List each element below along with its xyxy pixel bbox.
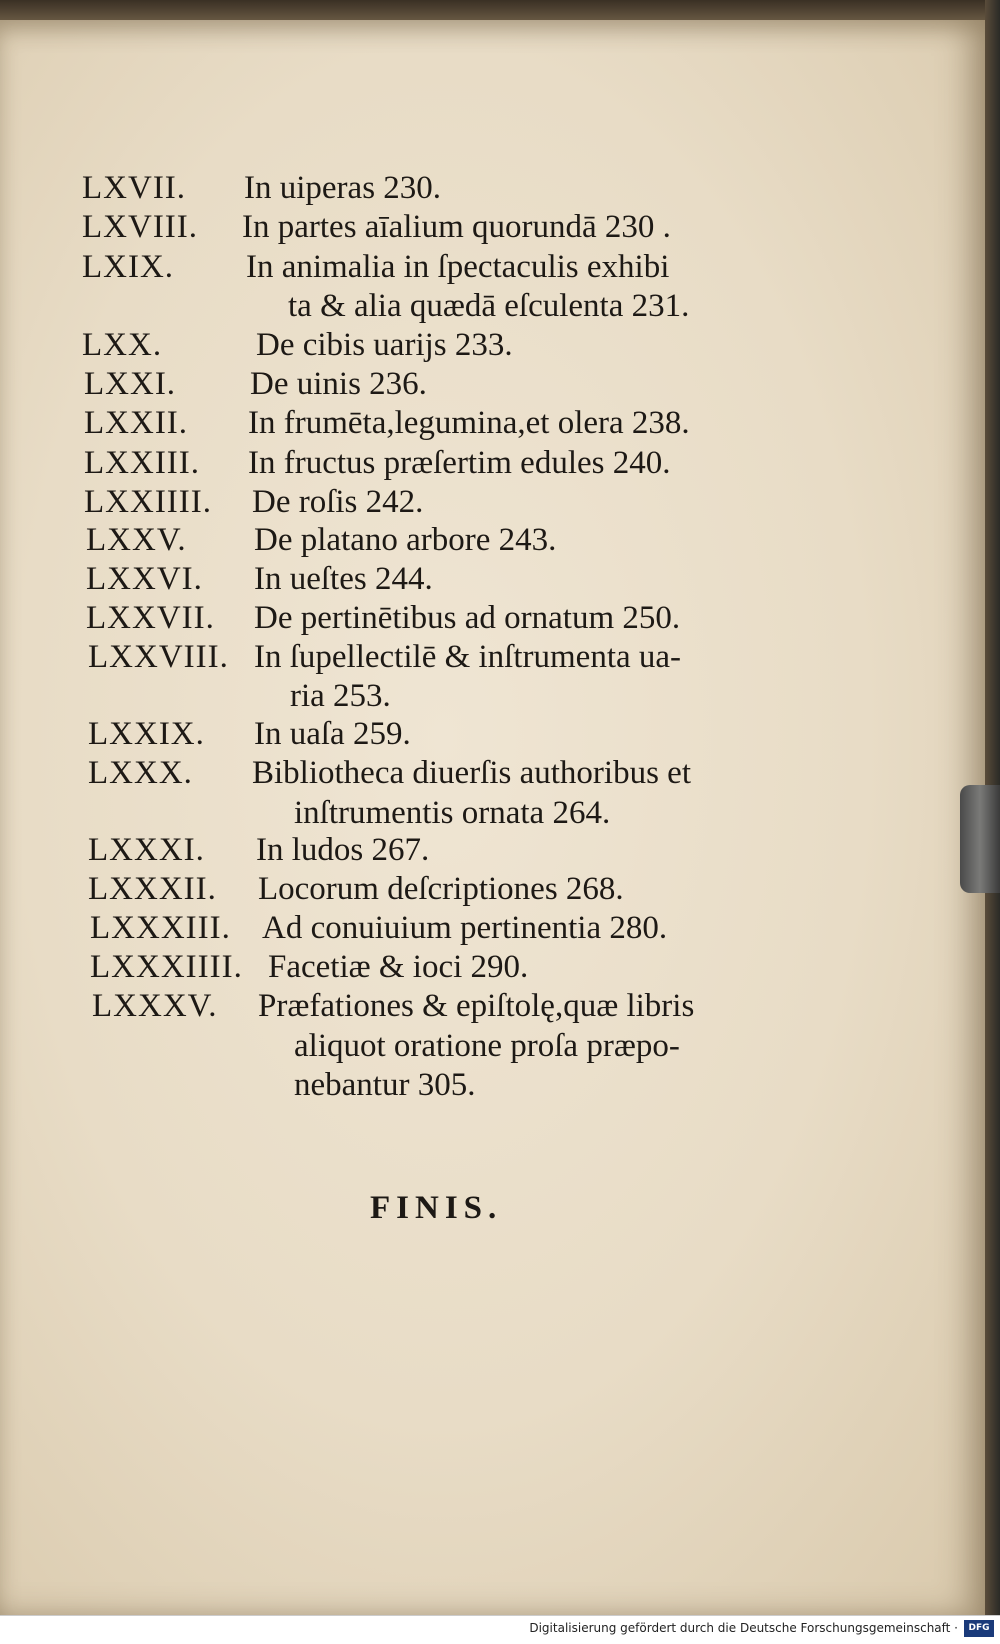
entry-title: Præfationes & epiſtolę,quæ libris — [258, 988, 695, 1024]
entry-title: De cibis uarijs 233. — [256, 327, 513, 363]
entry-title: De platano arbore 243. — [254, 522, 557, 558]
entry-title: In uiperas 230. — [244, 170, 442, 206]
entry-numeral: LXXXIII. — [90, 910, 231, 946]
entry-numeral: LXXX. — [88, 755, 193, 791]
entry-title-continuation: ria 253. — [290, 678, 391, 714]
entry-numeral: LXXVII. — [86, 600, 215, 636]
entry-title: De pertinētibus ad ornatum 250. — [254, 600, 681, 636]
entry-numeral: LXXVIII. — [88, 639, 229, 675]
table-of-contents — [0, 20, 985, 1615]
entry-numeral: LXXIII. — [84, 445, 201, 481]
entry-numeral: LXXXI. — [88, 832, 205, 868]
entry-title: In partes aīalium quorundā 230 . — [242, 209, 671, 245]
entry-numeral: LXXXII. — [88, 871, 217, 907]
entry-numeral: LXXIX. — [88, 716, 205, 752]
entry-title-continuation: ta & alia quædā eſculenta 231. — [288, 288, 690, 324]
entry-numeral: LXXI. — [84, 366, 177, 402]
entry-title-continuation: aliquot oratione proſa præpo- — [294, 1028, 680, 1064]
entry-title: In ueſtes 244. — [254, 561, 433, 597]
entry-title: In ſupellectilē & inſtrumenta ua- — [254, 639, 682, 675]
book-page — [0, 20, 985, 1615]
entry-numeral: LXXXIIII. — [90, 949, 243, 985]
book-clasp — [960, 785, 1000, 893]
book-top-edge — [0, 0, 1000, 22]
finis-mark: FINIS. — [370, 1190, 503, 1226]
digitization-footer — [0, 1615, 1000, 1644]
entry-title: In uaſa 259. — [254, 716, 411, 752]
entry-numeral: LXXIIII. — [84, 484, 213, 520]
footer-credit: Digitalisierung gefördert durch die Deutsche Forschungsgemeinschaft · — [529, 1621, 958, 1635]
entry-title-continuation: inſtrumentis ornata 264. — [294, 795, 611, 831]
entry-title-continuation: nebantur 305. — [294, 1067, 476, 1103]
entry-numeral: LXXV. — [86, 522, 187, 558]
entry-title: Bibliotheca diuerſis authoribus et — [252, 755, 691, 791]
entry-title: Ad conuiuium pertinentia 280. — [262, 910, 668, 946]
entry-title: Facetiæ & ioci 290. — [268, 949, 529, 985]
entry-numeral: LXVII. — [82, 170, 187, 206]
entry-title: De uinis 236. — [250, 366, 427, 402]
entry-title: Locorum deſcriptiones 268. — [258, 871, 624, 907]
entry-title: In animalia in ſpectaculis exhibi — [246, 249, 670, 285]
entry-numeral: LXVIII. — [82, 209, 199, 245]
dfg-logo: DFG — [964, 1620, 994, 1637]
entry-numeral: LXIX. — [82, 249, 175, 285]
entry-title: In fructus præſertim edules 240. — [248, 445, 671, 481]
entry-title: In ludos 267. — [256, 832, 430, 868]
entry-numeral: LXXII. — [84, 405, 189, 441]
entry-title: De roſis 242. — [252, 484, 424, 520]
entry-numeral: LXX. — [82, 327, 163, 363]
entry-title: In frumēta,legumina,et olera 238. — [248, 405, 690, 441]
entry-numeral: LXXVI. — [86, 561, 203, 597]
entry-numeral: LXXXV. — [92, 988, 218, 1024]
